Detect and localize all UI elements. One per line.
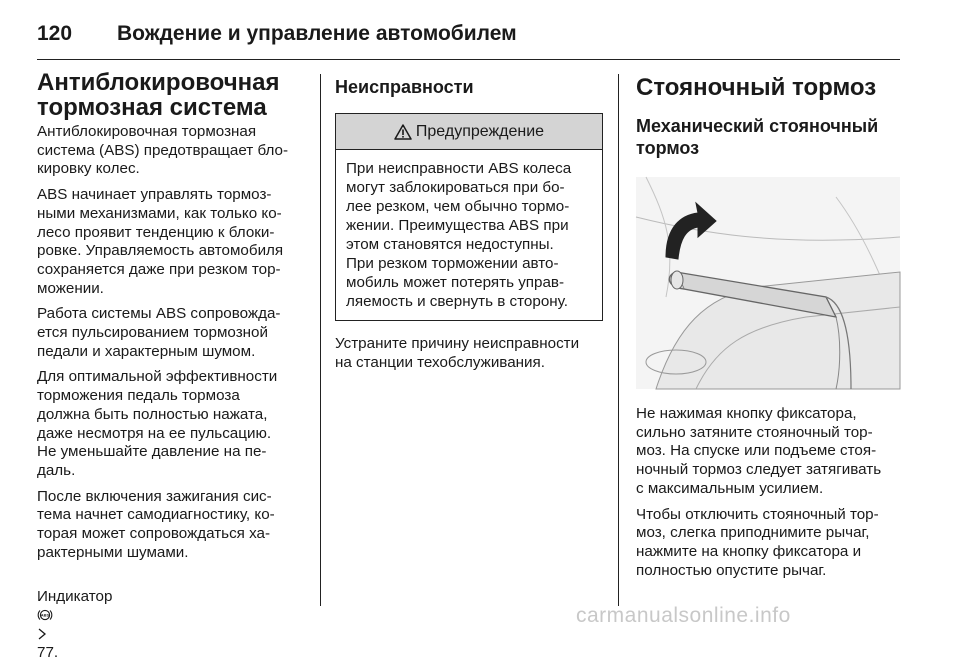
- svg-text:ABS: ABS: [40, 612, 50, 618]
- warning-box: [335, 113, 603, 321]
- abs-paragraph-5: После включения зажигания сис- тема начнет самодиагностику, ко- торая может сопровождаться ха- рактерными шумами.: [37, 487, 275, 561]
- abs-heading: Антиблокировочная тормозная система: [37, 69, 280, 121]
- malfunctions-paragraph: Устраните причину неисправности на станции техобслуживания.: [335, 335, 580, 371]
- column-parking-brake: [636, 66, 904, 580]
- column-divider-1: [320, 74, 321, 606]
- column-malfunctions: [335, 66, 603, 372]
- parking-brake-heading: Стояночный тормоз: [636, 74, 877, 101]
- warning-header: [336, 114, 602, 150]
- abs-paragraph-4: Для оптимальной эффективности торможения педаль тормоза должна быть полностью нажата, даже несмотря на ее пульсацию. Не уменьшайте давление на пе- даль.: [37, 368, 278, 479]
- warning-title: Предупреждение: [415, 122, 545, 140]
- mechanical-brake-subheading: Механический стояночный тормоз: [636, 116, 879, 158]
- indicator-page-ref[interactable]: 77.: [37, 644, 59, 662]
- abs-indicator-line: [37, 569, 309, 663]
- watermark: carmanualsonline.info: [576, 604, 791, 627]
- warning-text: При неисправности ABS колеса могут заблокироваться при бо- лее резком, чем обычно тормо- жении. Преимущества ABS при этом становятся недоступны. При резком торможении авто- мобиль может потерять управ- ляемость и свернуть в сторону.: [346, 160, 572, 310]
- parking-brake-illustration: [636, 177, 900, 389]
- malfunctions-heading: Неисправности: [335, 77, 474, 97]
- parking-brake-paragraph-2: Чтобы отключить стояночный тор- моз, слегка приподнимите рычаг, нажмите на кнопку фиксатора и полностью опустите рычаг.: [636, 505, 879, 579]
- page-reference-arrow-icon: [37, 628, 47, 640]
- page-number: 120: [37, 22, 73, 45]
- column-divider-2: [618, 74, 619, 606]
- column-abs: [37, 66, 309, 663]
- abs-paragraph-1: Антиблокировочная тормозная система (ABS) предотвращает бло- кировку колес.: [37, 123, 289, 178]
- abs-paragraph-3: Работа системы ABS сопровожда- ется пульсированием тормозной педали и характерным шумом.: [37, 305, 281, 360]
- header-rule: [37, 59, 900, 60]
- abs-warning-icon: [37, 608, 53, 622]
- parking-brake-paragraph-1: Не нажимая кнопку фиксатора, сильно затяните стояночный тор- моз. На спуске или подъеме стоя- ночный тормоз следует затягивать с максимальным усилием.: [636, 405, 882, 497]
- page-title: Вождение и управление автомобилем: [117, 22, 517, 45]
- indicator-label: Индикатор: [37, 588, 113, 606]
- abs-paragraph-2: ABS начинает управлять тормоз- ными механизмами, как только ко- лесо проявит тенденцию к блоки- ровке. Управляемость автомобиля сохраняется даже при резком тор- можении.: [37, 186, 284, 297]
- warning-triangle-icon: [394, 124, 412, 140]
- page-header: [37, 14, 517, 54]
